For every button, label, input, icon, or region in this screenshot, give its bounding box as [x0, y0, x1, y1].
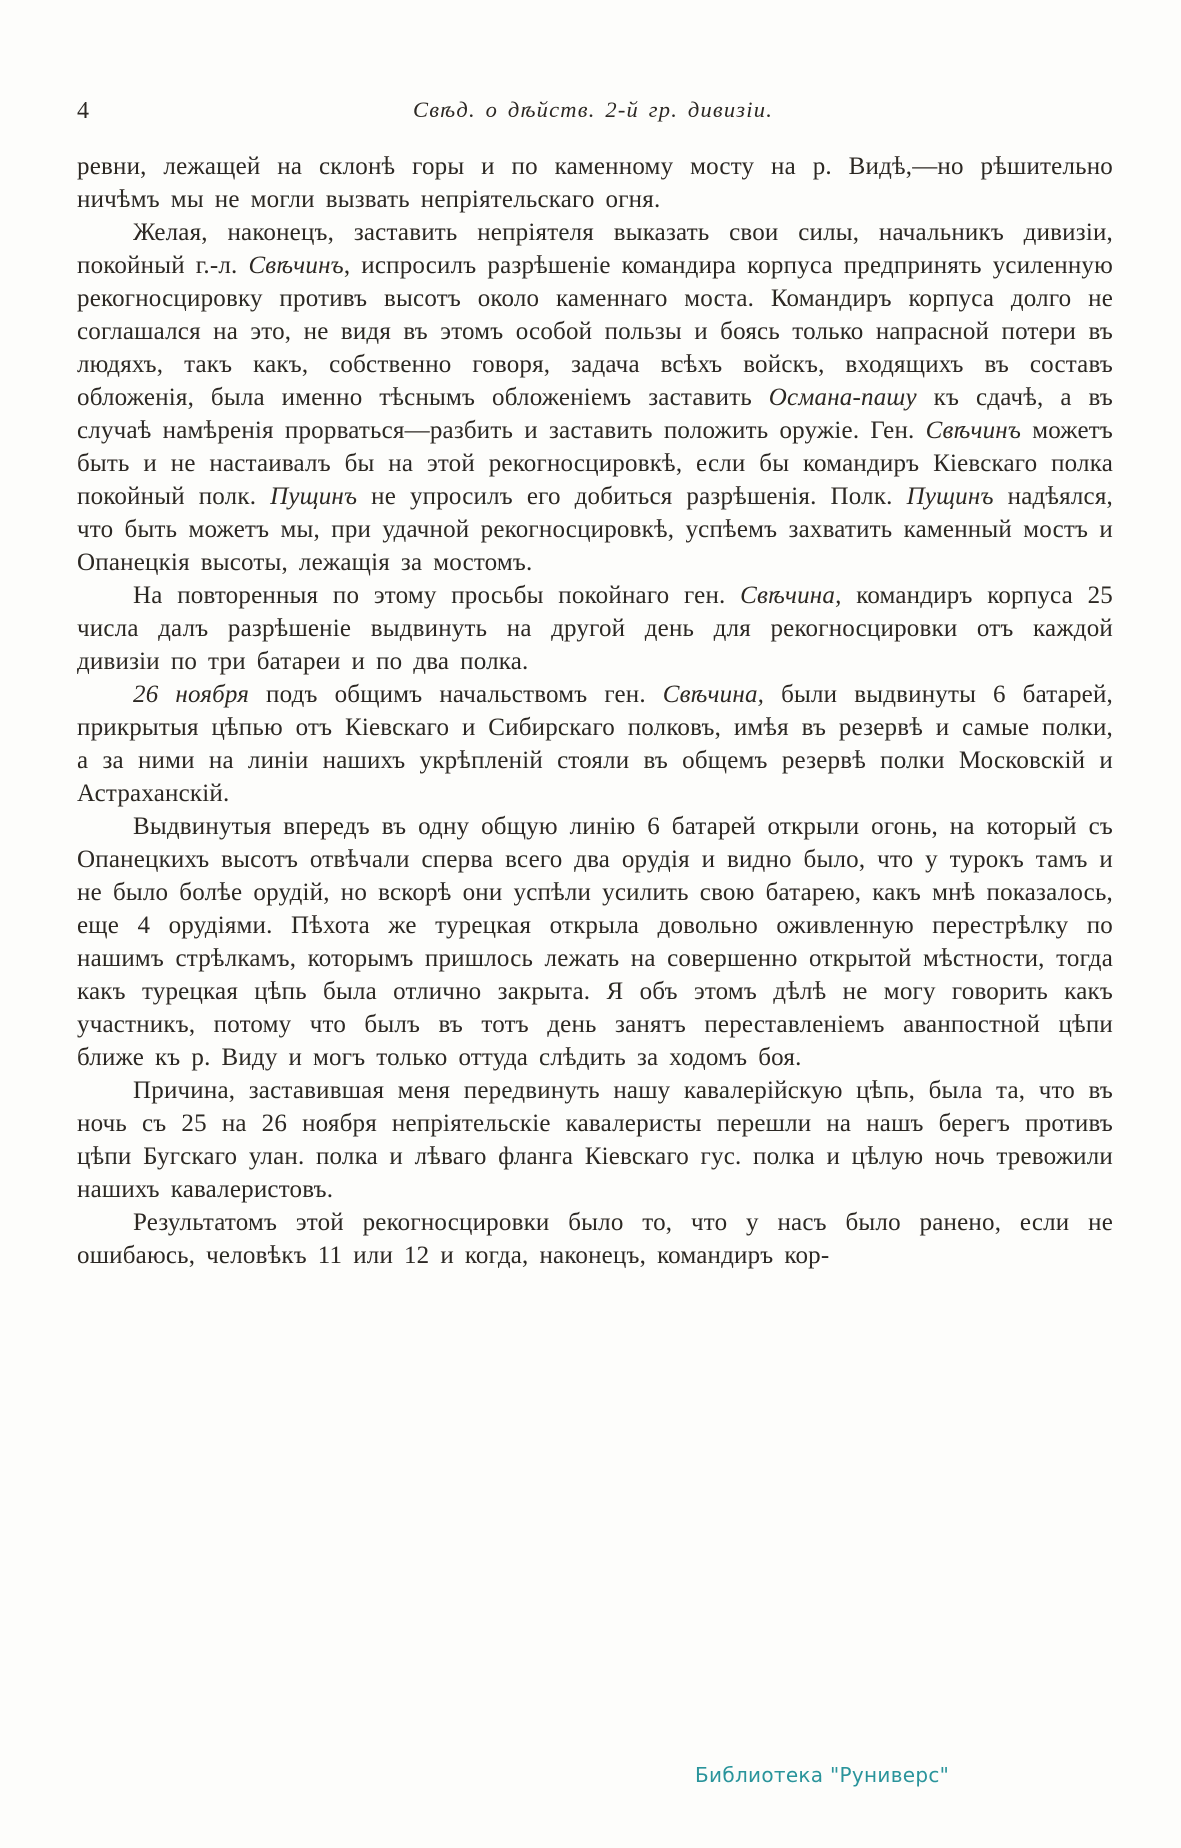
text-run: Желая, наконецъ, заставить непріятеля выказать свои силы, начальникъ дивизіи, покойный г.-л. [77, 219, 1113, 279]
italic-run: Пущинъ [906, 483, 994, 510]
text-run: Причина, заставившая меня передвинуть нашу кавалерійскую цѣпь, была та, что въ ночь съ 25 на 26 ноября непріятельскіе кавалеристы перешли на нашъ берегъ противъ цѣпи Бугскаго улан. полка и лѣваго фланга Кіевскаго гус. полка и цѣлую ночь тревожили нашихъ кавалеристовъ. [77, 1077, 1113, 1203]
library-watermark: Библиотека "Руниверс" [695, 1763, 950, 1787]
italic-run: Свѣчинъ [925, 417, 1022, 444]
text-run: Результатомъ этой рекогносцировки было то, что у насъ было ранено, если не ошибаюсь, человѣкъ 11 или 12 и когда, наконецъ, командиръ кор- [77, 1209, 1113, 1269]
text-run: были выдвинуты 6 батарей, прикрытыя цѣпью отъ Кіевскаго и Сибирскаго полковъ, имѣя въ резервѣ и самые полки, а за ними на линіи нашихъ укрѣпленій стояли въ общемъ резервѣ полки Московскій и Астраханскій. [77, 681, 1114, 807]
italic-run: Свѣчина, [662, 681, 765, 708]
text-run: , испросилъ разрѣшеніе командира корпуса предпринять усиленную рекогносцировку противъ высотъ около каменнаго моста. Командиръ корпуса долго не соглашался на это, не видя въ этомъ особой пользы и боясь только напрасной потери въ людяхъ, такъ какъ, собственно говоря, задача всѣхъ войскъ, входящихъ въ составъ обложенія, была именно тѣснымъ обложеніемъ заставить [77, 252, 1113, 411]
text-run: ревни, лежащей на склонѣ горы и по каменному мосту на р. Видѣ,—но рѣшительно ничѣмъ мы не могли вызвать непріятельскаго огня. [77, 153, 1113, 213]
text-run: На повторенныя по этому просьбы покойнаго ген. [133, 582, 741, 609]
paragraph [77, 150, 1113, 216]
text-run: командиръ корпуса 25 числа далъ разрѣшеніе выдвинуть на другой день для рекогносцировки отъ каждой дивизіи по три батареи и по два полка. [77, 582, 1114, 675]
paragraph [77, 579, 1113, 678]
text-run: подъ общимъ начальствомъ ген. [249, 681, 663, 708]
paragraph [77, 216, 1113, 579]
text-run: къ сдачѣ, а въ случаѣ намѣренія прорваться—разбить и заставить положить оружіе. Ген. [77, 384, 1113, 444]
page-number: 4 [77, 98, 89, 124]
text-run: Выдвинутыя впередъ въ одну общую линію 6 батарей открыли огонь, на который съ Опанецкихъ высотъ отвѣчали сперва всего два орудія и видно было, что у турокъ тамъ и не было болѣе орудій, но вскорѣ они успѣли усилить свою батарею, какъ мнѣ показалось, еще 4 орудіями. Пѣхота же турецкая открыла довольно оживленную перестрѣлку по нашимъ стрѣлкамъ, которымъ пришлось лежать на совершенно открытой мѣстности, тогда какъ турецкая цѣпь была отлично закрыта. Я объ этомъ дѣлѣ не могу говорить какъ участникъ, потому что былъ въ тотъ день занятъ переставленіемъ аванпостной цѣпи ближе къ р. Виду и могъ только оттуда слѣдить за ходомъ боя. [77, 813, 1113, 1071]
paragraph [77, 678, 1113, 810]
running-head: Свѣд. о дѣйств. 2-й гр. дивизіи. [412, 97, 774, 122]
page-header [77, 97, 1109, 129]
text-run: можетъ быть и не настаивалъ бы на этой рекогносцировкѣ, если бы командиръ Кіевскаго полка покойный полк. [77, 417, 1113, 510]
paragraph [77, 1206, 1113, 1272]
italic-run: 26 ноября [133, 681, 250, 708]
text-run: надѣялся, что быть можетъ мы, при удачной рекогносцировкѣ, успѣемъ захватить каменный мостъ и Опанецкія высоты, лежащія за мостомъ. [77, 483, 1113, 576]
italic-run: Пущинъ [270, 483, 358, 510]
italic-run: Свѣчина, [740, 582, 842, 609]
page-body [77, 150, 1113, 1272]
italic-run: Свѣчинъ [248, 252, 344, 279]
text-run: не упросилъ его добиться разрѣшенія. Полк. [357, 483, 907, 510]
paragraph [77, 810, 1113, 1074]
italic-run: Османа-пашу [768, 384, 917, 411]
paragraph [77, 1074, 1113, 1206]
